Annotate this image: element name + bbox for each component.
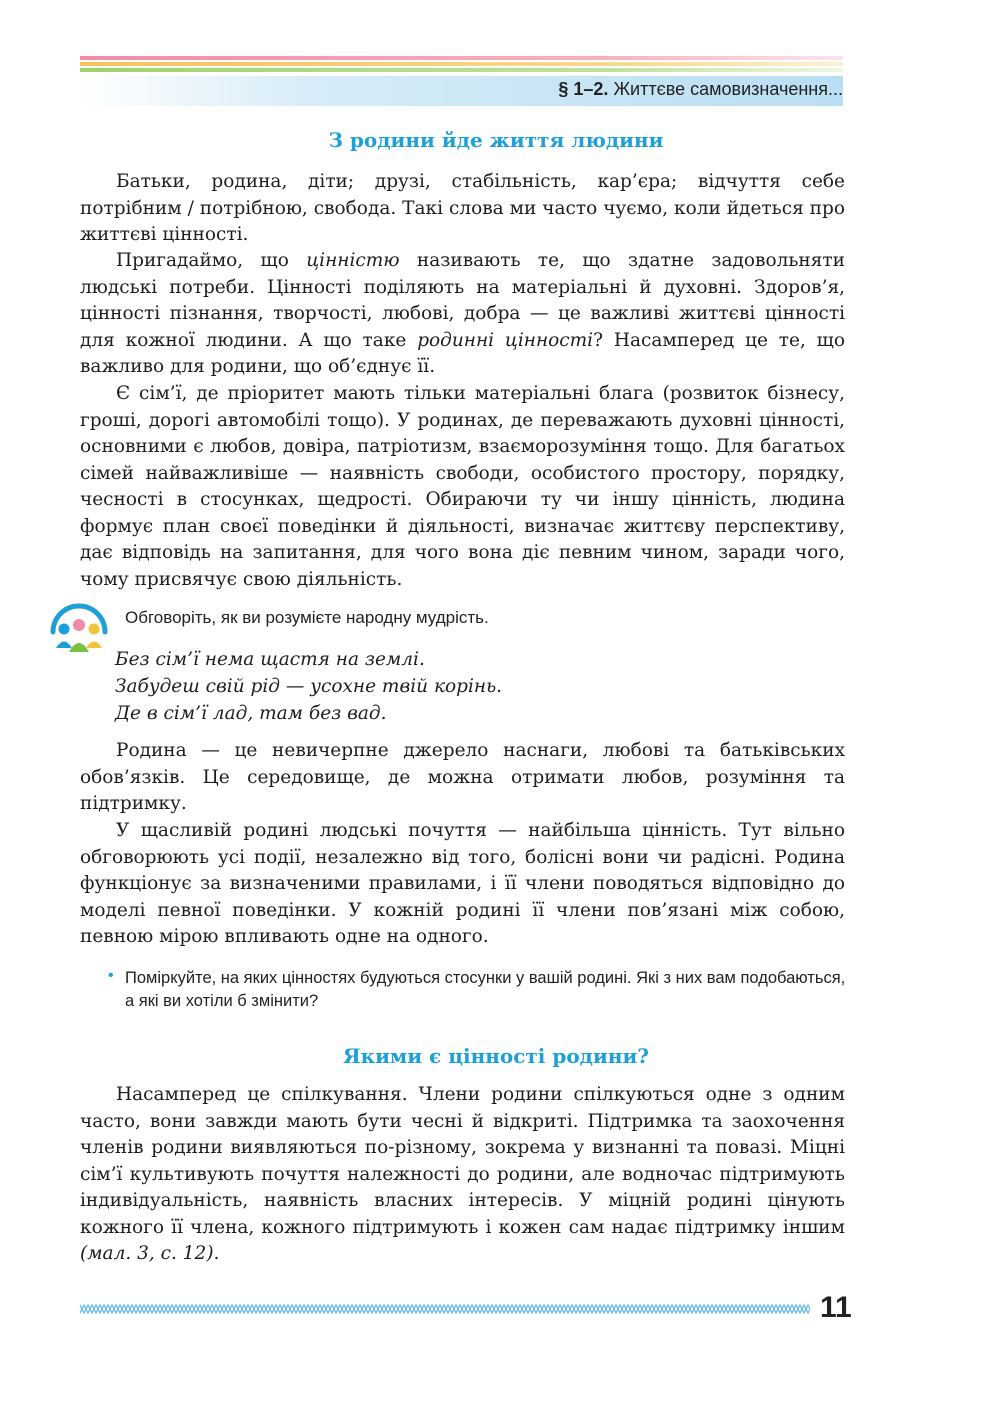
discussion-prompt: Обговоріть, як ви розумієте народну мудрість. — [125, 608, 489, 627]
paragraph-4: Родина — це невичерпне джерело наснаги, любові та батьківських обов’язків. Це середовище, де можна отримати любов, розуміння та підтримку. — [80, 740, 845, 814]
proverb-1: Без сім’ї нема щастя на землі. — [115, 649, 425, 670]
paragraph-2-part-1: Пригадаймо, що — [116, 250, 307, 271]
paragraph-5: У щасливій родині людські почуття — найбільша цінність. Тут вільно обговорюють усі події, незалежно від того, болісні вони чи радісні. Родина функціонує за визначеними правилами, і її члени поводяться відповідно до моделі певної поведінки. У кожній родині її члени пов’язані між собою, певною мірою впливають одне на одного. — [80, 820, 845, 947]
paragraph-2-term-2: родинні цінності — [417, 329, 594, 351]
section-heading-1: З родини йде життя людини — [328, 128, 664, 152]
paragraph-6-end: . — [213, 1243, 220, 1264]
running-head-section: § 1–2. — [558, 79, 609, 99]
proverbs — [115, 646, 502, 727]
paragraph-1: Батьки, родина, діти; друзі, стабільність, кар’єра; відчуття себе потрібним / потрібною, свобода. Такі слова ми часто чуємо, коли йдеться про життєві цінності. — [80, 171, 845, 245]
paragraph-2-term-1: цінністю — [306, 250, 400, 271]
paragraph-6-text: Насамперед це спілкування. Члени родини спілкуються одне з одним часто, вони завжди мають бути чесні й відкриті. Підтримка та заохочення членів родини виявляються по-різному, зокрема у визнанні та повазі. Міцні сім’ї культивують почуття належності до родини, але водночас підтримують індивідуальність, наявність власних інтересів. У міцній родині цінують кожного її члена, кожного підтримують і кожен сам надає підтримку іншим — [80, 1084, 845, 1238]
paragraph-2-part-3: ? Насамперед це те, що важливо для родини, що об’єднує її. — [80, 329, 846, 377]
paragraph-6 — [80, 1082, 845, 1268]
proverb-2: Забудеш свій рід — усохне твій корінь. — [115, 676, 503, 697]
paragraph-2 — [80, 248, 845, 381]
footer-decoration — [80, 1302, 810, 1316]
question-bullet: • — [108, 967, 114, 984]
figure-reference: (мал. 3, с. 12) — [80, 1243, 214, 1264]
proverb-3: Де в сім’ї лад, там без вад. — [115, 703, 387, 724]
page-number: 11 — [820, 1291, 852, 1324]
header-stripe-green — [80, 68, 843, 72]
header-stripe-pink — [80, 56, 843, 60]
paragraph-2-part-2: називають те, що здатне задовольняти людські потреби. Цінності поділяють на матеріальні й духовні. Здоров’я, цінності пізнання, творчості, любові, добра — це важливі життєві цінності для кожної людини. А що таке — [80, 250, 845, 351]
running-head — [558, 79, 843, 100]
header-stripe-yellow — [80, 62, 843, 66]
group-discussion-icon — [48, 596, 110, 658]
paragraph-3: Є сім’ї, де пріоритет мають тільки матеріальні блага (розвиток бізнесу, гроші, дорогі автомобілі тощо). У родинах, де переважають духовні цінності, основними є любов, довіра, патріотизм, взаєморозуміння тощо. Для багатьох сімей найважливіше — наявність свободи, особистого простору, порядку, чесності в стосунках, щедрості. Обираючи ту чи іншу цінність, людина формує план своєї поведінки й діяльності, визначає життєву перспективу, дає відповідь на запитання, для чого вона діє певним чином, заради чого, чому присвячує свою діяльність. — [80, 383, 845, 590]
reflection-question: Поміркуйте, на яких цінностях будуються стосунки у вашій родині. Які з них вам подобаються, а які ви хотіли б змінити? — [125, 969, 846, 1010]
section-heading-2: Якими є цінності родини? — [342, 1044, 650, 1068]
running-head-title: Життєве самовизначення... — [613, 79, 843, 99]
header-decoration — [80, 56, 843, 74]
